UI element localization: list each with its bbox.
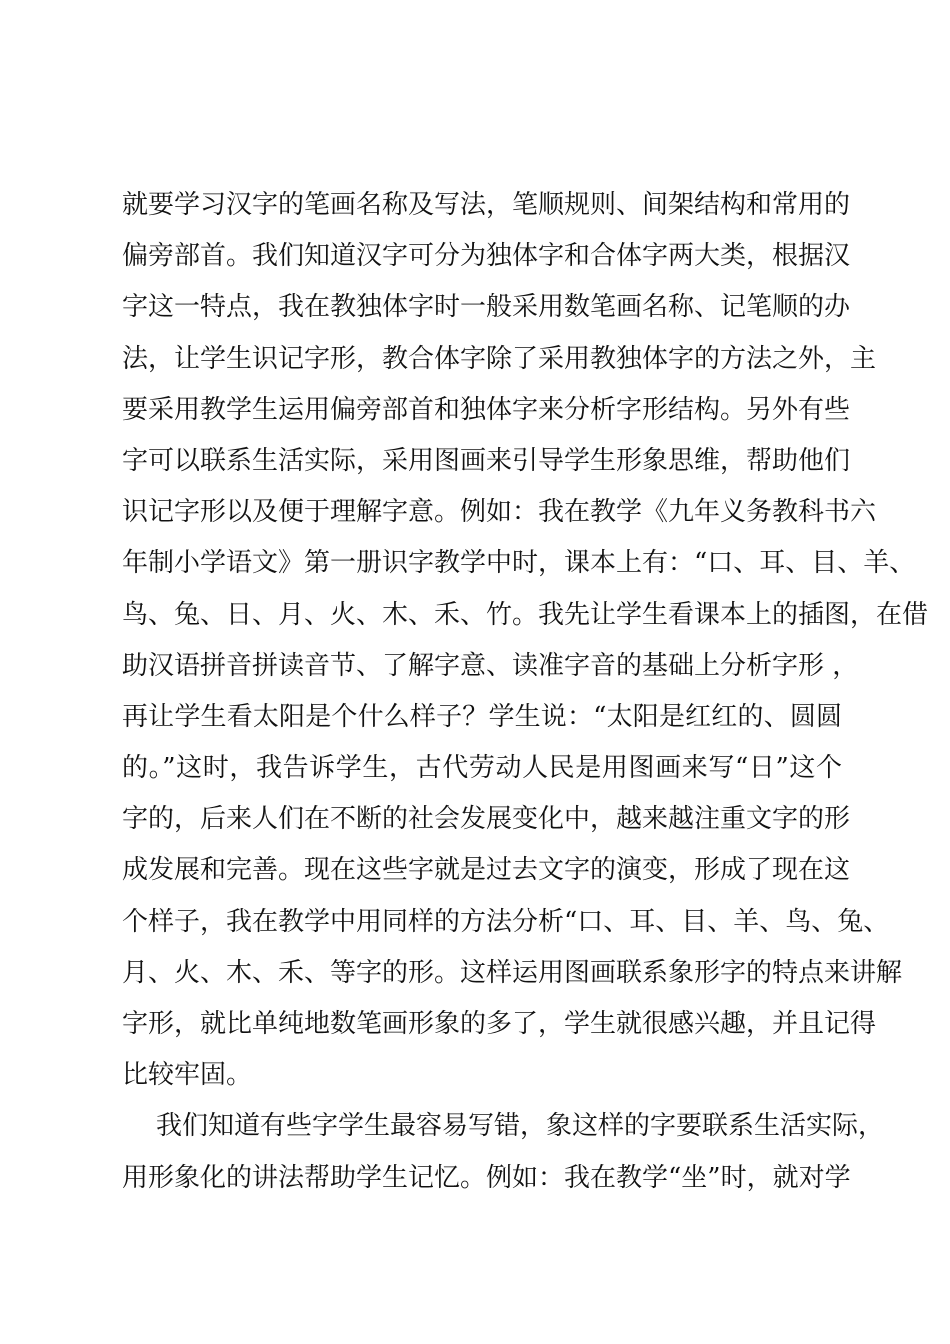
text-line: 年制小学语文》第一册识字教学中时，课本上有：“口、耳、目、羊、: [122, 548, 916, 579]
text-line: 个样子，我在教学中用同样的方法分析“口、耳、目、羊、鸟、兔、: [122, 906, 890, 937]
text-line: 成发展和完善。现在这些字就是过去文字的演变，形成了现在这: [122, 855, 851, 886]
text-line: 的。”这时，我告诉学生，古代劳动人民是用图画来写“日”这个: [122, 753, 842, 784]
text-line: 偏旁部首。我们知道汉字可分为独体字和合体字两大类，根据汉: [122, 241, 851, 272]
text-line: 字这一特点，我在教独体字时一般采用数笔画名称、记笔顺的办: [122, 292, 851, 323]
paragraph: [122, 1101, 885, 1203]
text-line: 字的，后来人们在不断的社会发展变化中，越来越注重文字的形: [122, 804, 851, 835]
text-line: 用形象化的讲法帮助学生记忆。例如：我在教学“坐”时，就对学: [122, 1162, 851, 1193]
text-line: 再让学生看太阳是个什么样子？学生说：“太阳是红红的、圆圆: [122, 701, 842, 732]
body-text: [122, 180, 929, 1204]
paragraph: [122, 180, 929, 1101]
text-line: 识记字形以及便于理解字意。例如：我在教学《九年义务教科书六: [122, 497, 877, 528]
text-line: 要采用教学生运用偏旁部首和独体字来分析字形结构。另外有些: [122, 394, 851, 425]
text-line: 鸟、兔、日、月、火、木、禾、竹。我先让学生看课本上的插图，在借: [122, 599, 929, 630]
text-line: 助汉语拼音拼读音节、了解字意、读准字音的基础上分析字形 ，: [122, 650, 859, 681]
text-line: 字可以联系生活实际，采用图画来引导学生形象思维，帮助他们: [122, 445, 851, 476]
text-line: 就要学习汉字的笔画名称及写法，笔顺规则、间架结构和常用的: [122, 190, 851, 220]
text-line: 比较牢固。: [122, 1060, 253, 1091]
text-line: 我们知道有些字学生最容易写错，象这样的字要联系生活实际，: [156, 1111, 885, 1142]
text-line: 法，让学生识记字形，教合体字除了采用教独体字的方法之外，主: [122, 343, 877, 374]
text-line: 字形，就比单纯地数笔画形象的多了，学生就很感兴趣，并且记得: [122, 1009, 877, 1039]
text-line: 月、火、木、禾、等字的形。这样运用图画联系象形字的特点来讲解: [122, 957, 903, 988]
